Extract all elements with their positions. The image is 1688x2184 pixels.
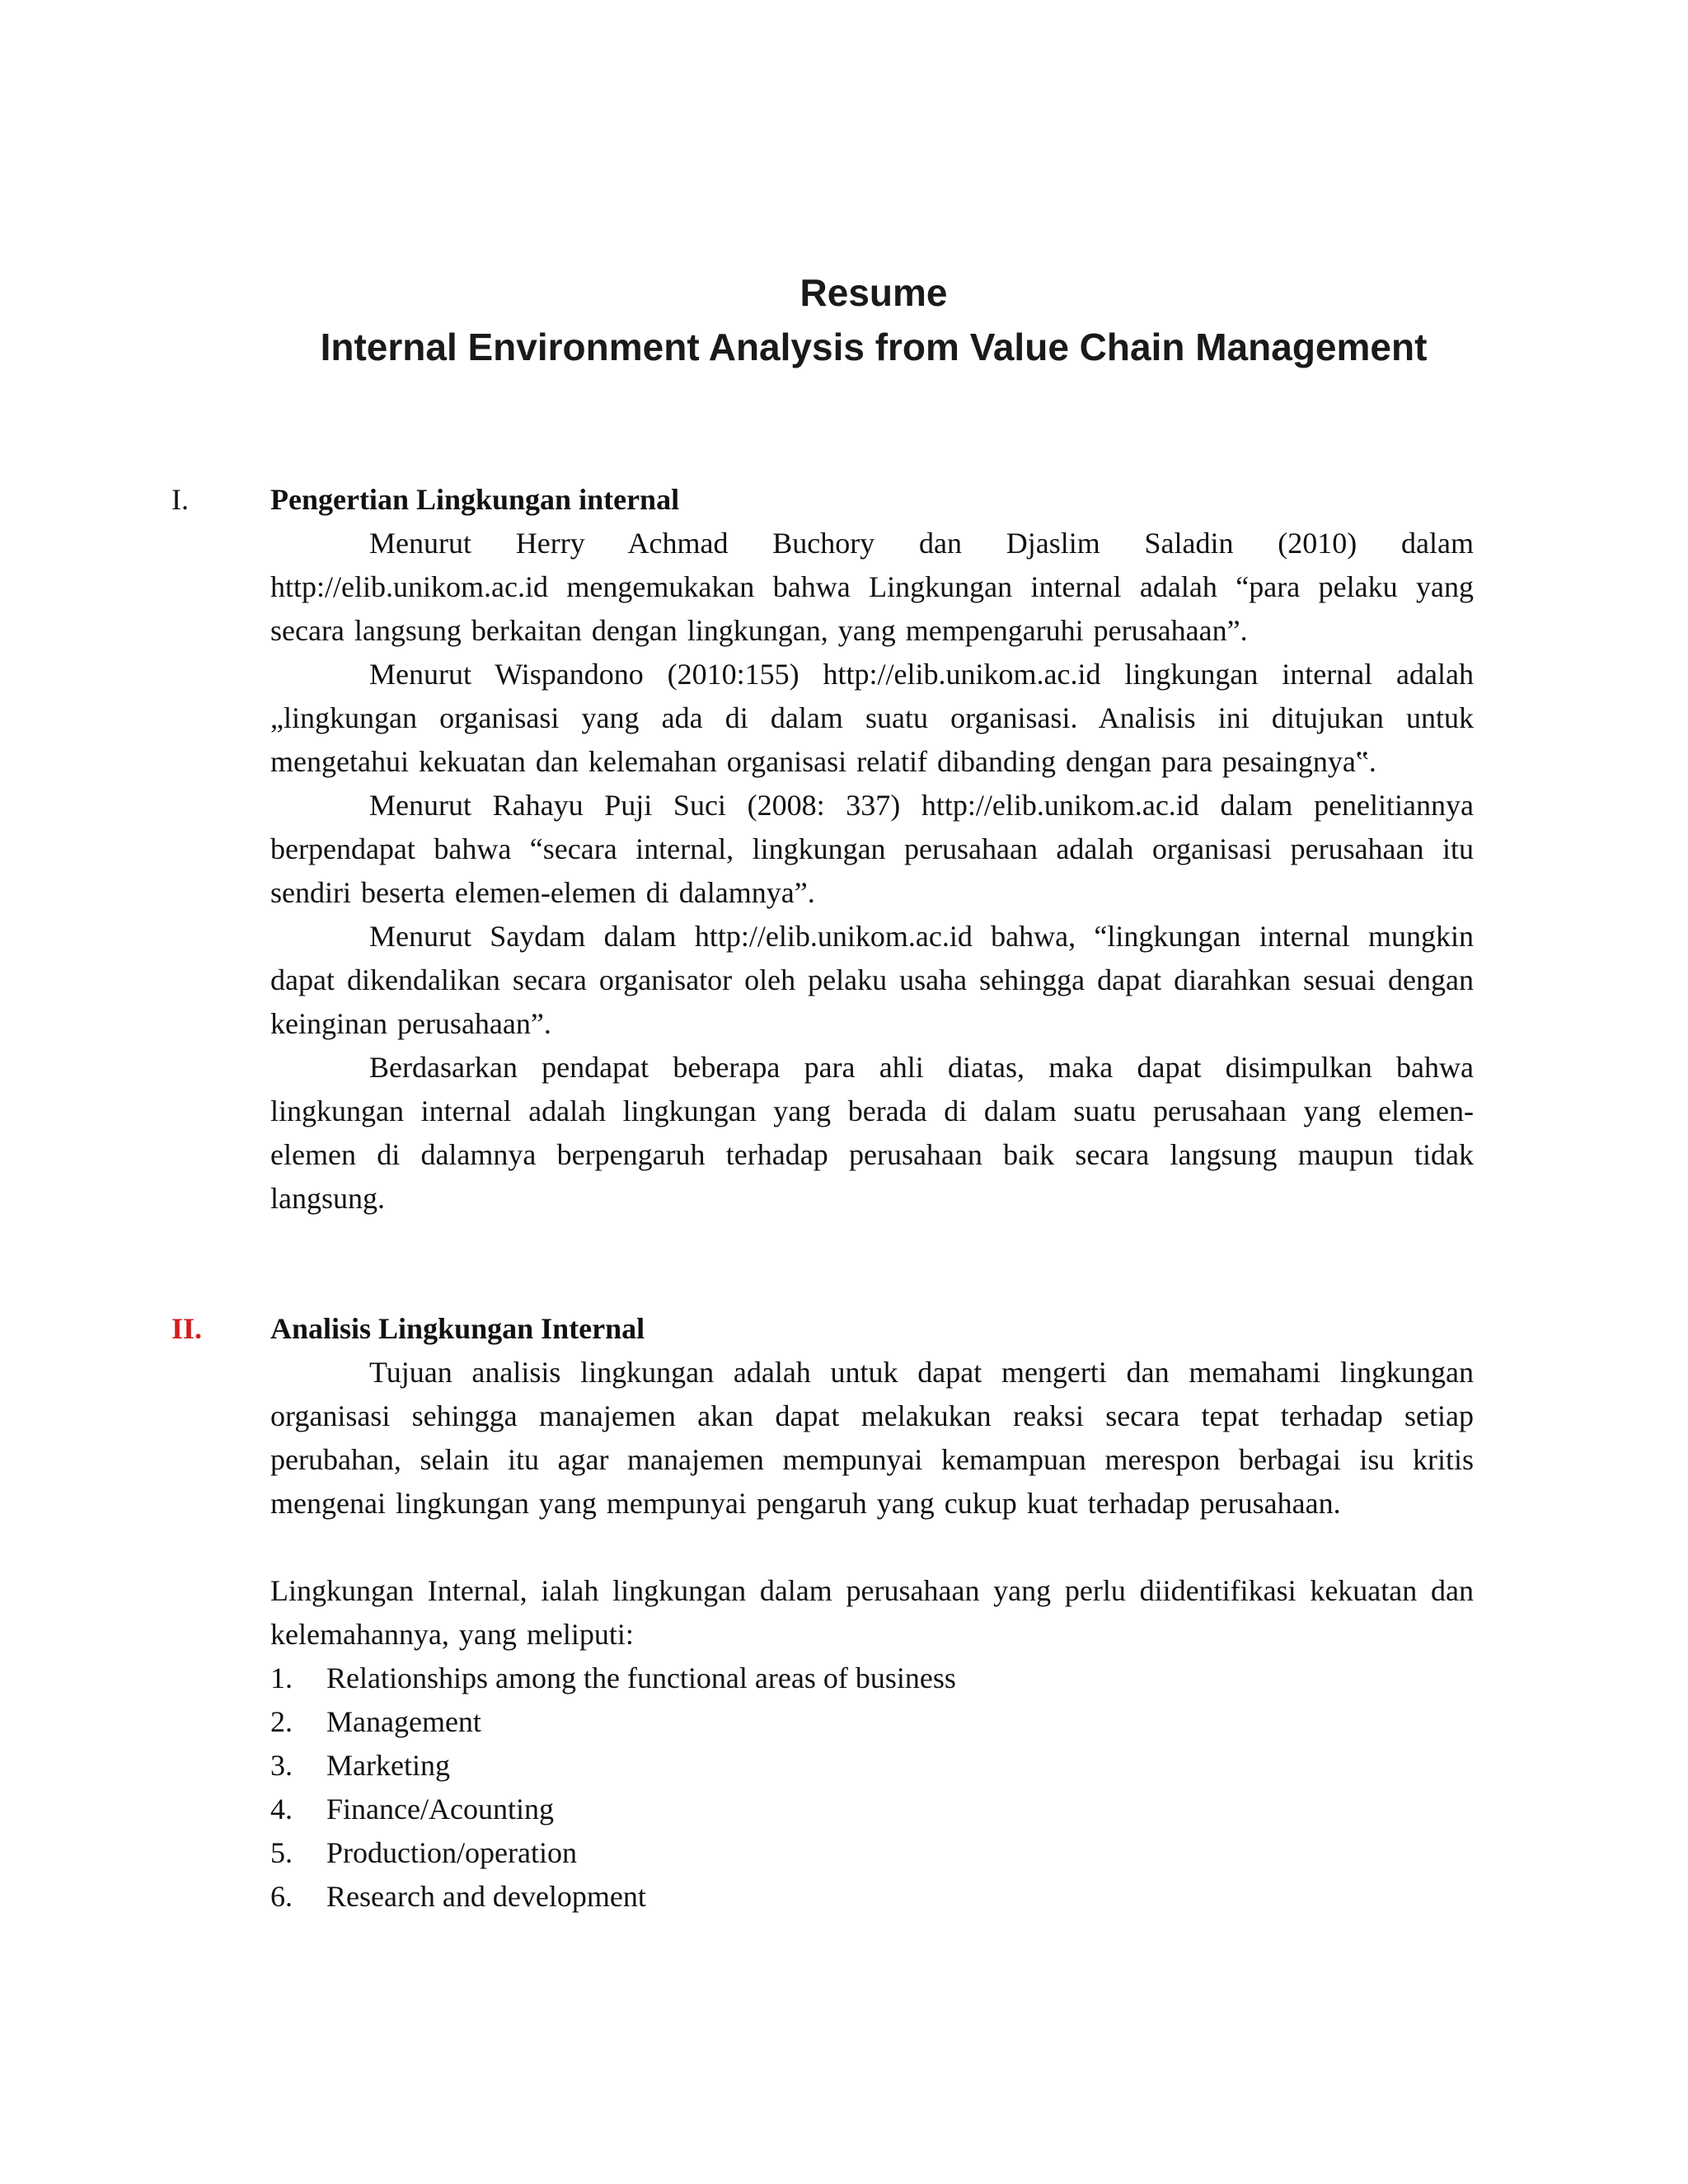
section-2-heading: Analisis Lingkungan Internal [270,1312,645,1345]
internal-environment-list [270,1657,1474,1919]
list-item [270,1744,1474,1788]
section-1-number: I. [171,483,189,516]
section-1-paragraph: Menurut Herry Achmad Buchory dan Djaslim Saladin (2010) dalam http://elib.unikom.ac.id mengemukakan bahwa Lingkungan internal adalah “para pelaku yang secara langsung berkaitan dengan lingkungan, yang mempengaruhi perusahaan”. [270,527,1474,647]
section-2-paragraph: Tujuan analisis lingkungan adalah untuk dapat mengerti dan memahami lingkungan organisasi sehingga manajemen akan dapat melakukan reaksi secara tepat terhadap setiap perubahan, selain itu agar manajemen mempunyai kemampuan merespon berbagai isu kritis mengenai lingkungan yang mempunyai pengaruh yang cukup kuat terhadap perusahaan. [270,1356,1474,1520]
section-1-paragraph: Menurut Saydam dalam http://elib.unikom.ac.id bahwa, “lingkungan internal mungkin dapat dikendalikan secara organisator oleh pelaku usaha sehingga dapat diarahkan sesuai dengan keinginan perusahaan”. [270,920,1474,1040]
section-2-intro: Lingkungan Internal, ialah lingkungan dalam perusahaan yang perlu diidentifikasi kekuatan dan kelemahannya, yang meliputi: [270,1574,1474,1651]
paragraph-spacer [270,1526,1474,1569]
list-item-number: 5. [270,1836,293,1869]
list-item-number: 2. [270,1705,293,1738]
section-1-heading: Pengertian Lingkungan internal [270,483,680,516]
section-2-body [270,1307,1474,1919]
list-item-text: Relationships among the functional areas of business [326,1661,956,1694]
list-item [270,1788,1474,1831]
list-item [270,1657,1474,1700]
list-item [270,1875,1474,1919]
list-item-text: Management [326,1705,481,1738]
list-item-text: Marketing [326,1749,450,1782]
list-item [270,1700,1474,1744]
section-1-paragraph: Menurut Rahayu Puji Suci (2008: 337) http://elib.unikom.ac.id dalam penelitiannya berpendapat bahwa “secara internal, lingkungan perusahaan adalah organisasi perusahaan itu sendiri beserta elemen-elemen di dalamnya”. [270,789,1474,909]
list-item-text: Research and development [326,1880,646,1913]
list-item [270,1831,1474,1875]
list-item-number: 3. [270,1749,293,1782]
section-1-paragraph: Berdasarkan pendapat beberapa para ahli diatas, maka dapat disimpulkan bahwa lingkungan internal adalah lingkungan yang berada di dalam suatu perusahaan yang elemen-elemen di dalamnya berpengaruh terhadap perusahaan baik secara langsung maupun tidak langsung. [270,1051,1474,1215]
section-2-number: II. [171,1312,203,1345]
list-item-number: 1. [270,1661,293,1694]
section-1-paragraph: Menurut Wispandono (2010:155) http://elib.unikom.ac.id lingkungan internal adalah „lingkungan organisasi yang ada di dalam suatu organisasi. Analisis ini ditujukan untuk mengetahui kekuatan dan kelemahan organisasi relatif dibanding dengan para pesaingnya‟. [270,658,1474,778]
title-line-1: Resume [799,271,948,314]
title-line-2: Internal Environment Analysis from Value Chain Management [320,326,1428,368]
section-1-body [270,478,1474,1221]
list-item-text: Finance/Acounting [326,1793,554,1825]
list-item-number: 6. [270,1880,293,1913]
list-item-number: 4. [270,1793,293,1825]
list-item-text: Production/operation [326,1836,577,1869]
document-title [0,265,1688,374]
